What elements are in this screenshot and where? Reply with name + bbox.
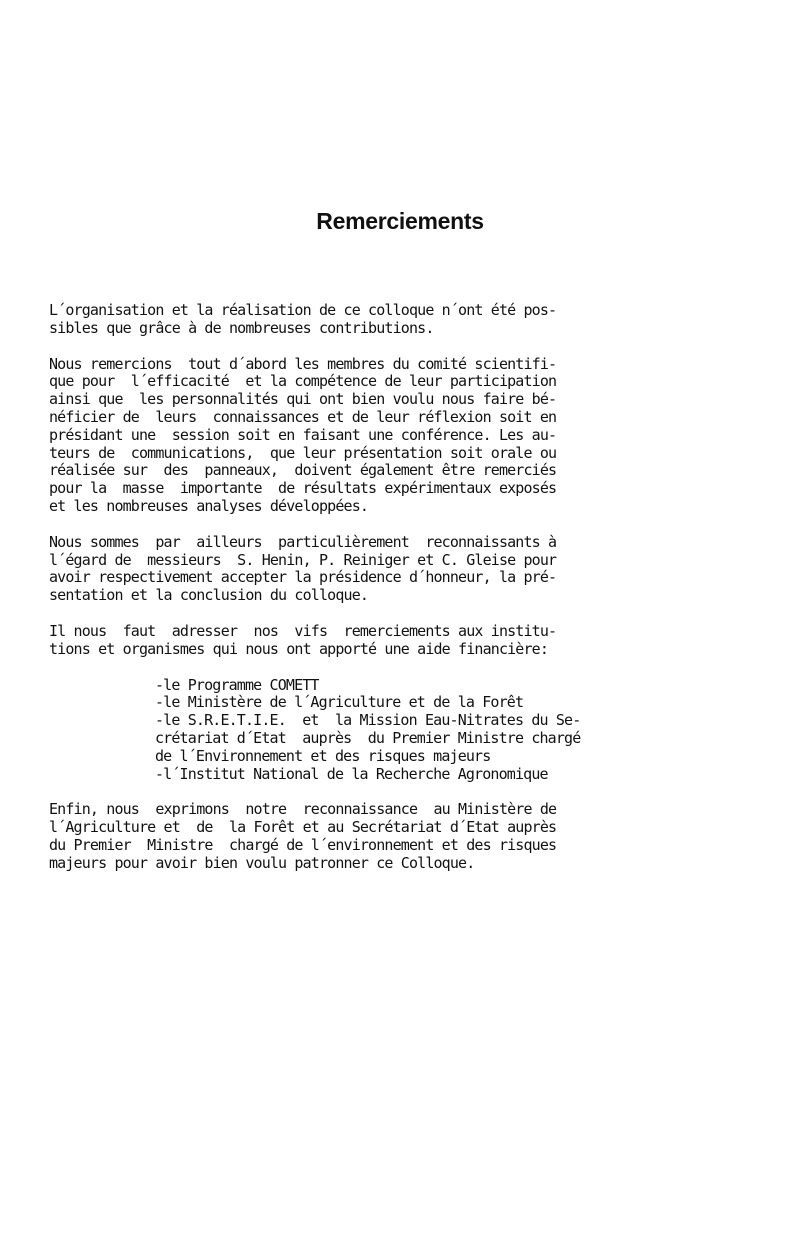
paragraph-presidency: Nous sommes par ailleurs particulièrement reconnaissants à l´égard de messieurs S. Henin, P. Reiniger et C. Gleise pour avoir respectivement accepter la présidence d´honneur, la pré- sentation et la conclusion du colloque.	[49, 532, 557, 605]
list-item: -le Ministère de l´Agriculture et de la Forêt	[155, 693, 524, 712]
funders-list	[155, 677, 714, 784]
list-item: -le Programme COMETT	[155, 675, 319, 694]
page-title: Remerciements	[316, 208, 484, 234]
list-item: -l´Institut National de la Recherche Agronomique	[155, 764, 548, 783]
paragraph-intro: L´organisation et la réalisation de ce colloque n´ont été pos- sibles que grâce à de nombreuses contributions.	[49, 301, 557, 337]
paragraph-closing: Enfin, nous exprimons notre reconnaissance au Ministère de l´Agriculture et de la Forêt et au Secrétariat d´Etat auprès du Premier Ministre chargé de l´environnement et des risques majeurs pour avoir bien voulu patronner ce Colloque.	[49, 800, 557, 872]
list-item: -le S.R.E.T.I.E. et la Mission Eau-Nitrates du Se- crétariat d´Etat auprès du Premier Ministre chargé de l´Environnement et des risques majeurs	[155, 711, 581, 765]
document-body	[49, 302, 714, 873]
paragraph-institutions: Il nous faut adresser nos vifs remerciements aux institu- tions et organismes qui nous ont apporté une aide financière:	[49, 621, 557, 658]
paragraph-committee: Nous remercions tout d´abord les membres du comité scientifi- que pour l´efficacité et la compétence de leur participation ainsi que les personnalités qui ont bien voulu nous faire bé- néficier de leurs connaissances et de leur réflexion soit en présidant une session soit en faisant une conférence. Les au- teurs de communications, que leur présentation soit orale ou réalisée sur des panneaux, doivent également être remerciés pour la masse importante de résultats expérimentaux exposés et les nombreuses analyses développées.	[49, 354, 557, 515]
